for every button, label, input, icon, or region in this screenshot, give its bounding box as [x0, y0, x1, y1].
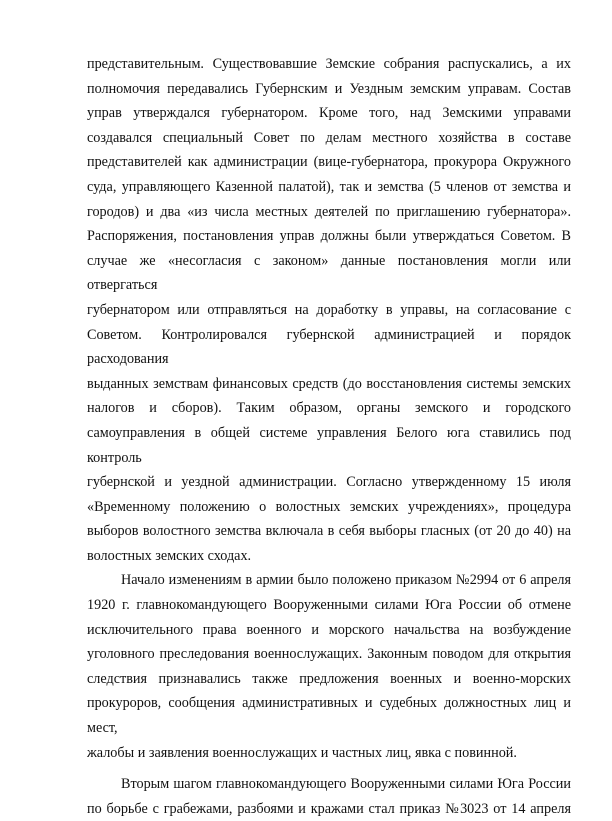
text-line: губернатором или отправляться на доработку в управы, на согласование с: [87, 301, 571, 318]
text-line: жалобы и заявления военнослужащих и частных лиц, явка с повинной.: [87, 744, 517, 761]
text-line: Вторым шагом главнокомандующего Вооруженными силами Юга России: [121, 776, 571, 793]
text-line: суда, управляющего Казенной палатой), так и земства (5 членов от земства и: [87, 178, 571, 195]
text-line: губернской и уездной администрации. Согласно утвержденному 15 июля: [87, 474, 571, 491]
text-line: налогов и сборов). Таким образом, органы земского и городского: [87, 400, 571, 417]
text-line: представителей как администрации (вице-губернатора, прокурора Окружного: [87, 154, 571, 171]
text-line: управ утверждался губернатором. Кроме того, над Земскими управами: [87, 105, 571, 122]
text-line: 1920 г. главнокомандующего Вооруженными силами Юга России об отмене: [87, 597, 571, 614]
paragraph-spacer: [87, 765, 571, 772]
text-line: «Временному положению о волостных земских учреждениях», процедура: [87, 498, 571, 515]
text-line: исключительного права военного и морского начальства на возбуждение: [87, 621, 571, 638]
text-line: уголовного преследования военнослужащих. Законным поводом для открытия: [87, 646, 571, 663]
text-line: создавался специальный Совет по делам местного хозяйства в составе: [87, 129, 571, 146]
paragraph-1: [87, 52, 571, 568]
text-line: Советом. Контролировался губернской администрацией и порядок расходования: [87, 326, 571, 368]
text-line: полномочия передавались Губернским и Уездным земским управам. Состав: [87, 80, 571, 97]
text-body: [87, 52, 571, 821]
text-line: выборов волостного земства включала в себя выборы гласных (от 20 до 40) на: [87, 523, 571, 540]
text-line: Начало изменениям в армии было положено приказом №2994 от 6 апреля: [121, 572, 571, 589]
text-line: прокуроров, сообщения административных и судебных должностных лиц и мест,: [87, 695, 571, 737]
text-line: случае же «несогласия с законом» данные постановления могли или отвергаться: [87, 252, 571, 294]
text-line: городов) и два «из числа местных деятелей по приглашению губернатора».: [87, 203, 571, 220]
paragraph-3: [87, 772, 571, 821]
text-line: Распоряжения, постановления управ должны были утверждаться Советом. В: [87, 228, 571, 245]
text-line: выданных земствам финансовых средств (до восстановления системы земских: [87, 375, 571, 392]
text-line: по борьбе с грабежами, разбоями и кражами стал приказ №3023 от 14 апреля: [87, 800, 571, 817]
text-line: следствия признавались также предложения военных и военно-морских: [87, 670, 571, 687]
text-line: самоуправления в общей системе управления Белого юга ставились под контроль: [87, 424, 571, 466]
text-line: представительным. Существовавшие Земские собрания распускались, а их: [87, 56, 571, 72]
text-line: волостных земских сходах.: [87, 547, 252, 564]
paragraph-2: [87, 568, 571, 765]
